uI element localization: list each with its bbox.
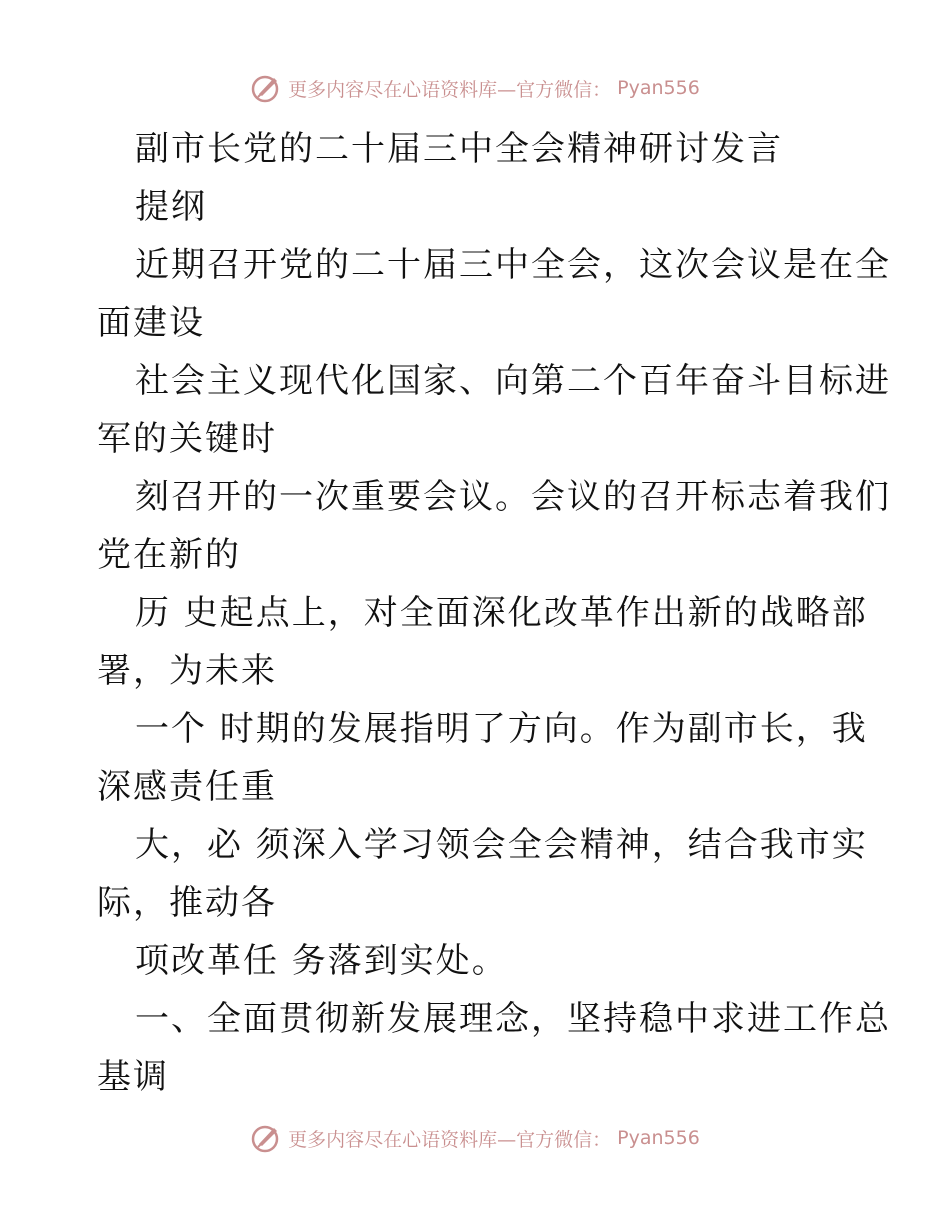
text-line: 刻召开的一次重要会议。会议的召开标志着我们: [135, 477, 891, 517]
text-line: 际，推动各: [97, 883, 277, 923]
text-line: 历 史起点上，对全面深化改革作出新的战略部: [135, 593, 868, 633]
watermark-wechat-id: Pyan556: [617, 1127, 700, 1149]
text-line: 军的关键时: [97, 419, 277, 459]
text-line: 社会主义现代化国家、向第二个百年奋斗目标进: [135, 361, 891, 401]
text-line: 副市长党的二十届三中全会精神研讨发言: [135, 129, 783, 169]
footer-watermark: [0, 1122, 950, 1154]
quill-logo-icon: [250, 72, 282, 104]
quill-logo-icon: [250, 1122, 282, 1154]
document-body: [97, 120, 891, 1106]
text-line: 党在新的: [97, 535, 241, 575]
header-watermark: [0, 72, 950, 104]
watermark-wechat-id: Pyan556: [617, 77, 700, 99]
text-line: 署，为未来: [97, 651, 277, 691]
text-line: 基调: [97, 1057, 169, 1097]
text-line: 深感责任重: [97, 767, 277, 807]
watermark-text: 更多内容尽在心语资料库—官方微信：: [288, 78, 612, 101]
text-line: 一、全面贯彻新发展理念，坚持稳中求进工作总: [135, 999, 891, 1039]
text-line: 一个 时期的发展指明了方向。作为副市长，我: [135, 709, 868, 749]
text-line: 提纲: [135, 187, 207, 227]
text-line: 项改革任 务落到实处。: [135, 941, 508, 981]
watermark-text: 更多内容尽在心语资料库—官方微信：: [288, 1128, 612, 1151]
text-line: 面建设: [97, 303, 205, 343]
text-line: 近期召开党的二十届三中全会，这次会议是在全: [135, 245, 891, 285]
text-line: 大，必 须深入学习领会全会精神，结合我市实: [135, 825, 868, 865]
